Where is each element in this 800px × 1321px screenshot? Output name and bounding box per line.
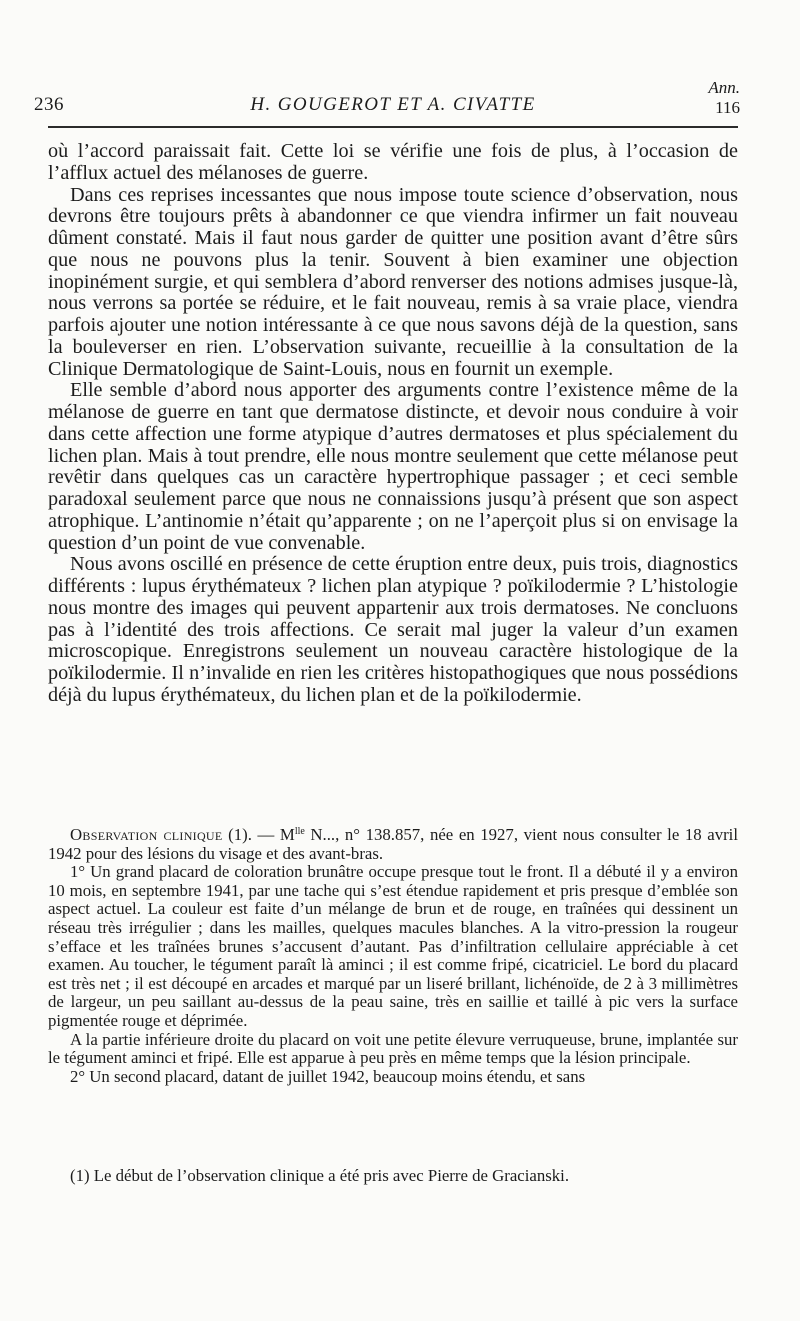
superscript: lle	[294, 826, 305, 837]
footnote-ref: (1).	[228, 825, 252, 844]
observation-heading: Observation clinique	[70, 825, 223, 844]
main-text	[48, 141, 738, 707]
observation-text: N..., n° 138.857, née en 1927, vient nous consulter le 18 avril 1942 pour des lésions du visage et des avant-bras.	[48, 825, 739, 863]
observation-paragraph: 2° Un second placard, datant de juillet 1942, beaucoup moins étendu, et sans	[70, 1066, 586, 1086]
page-number: 236	[34, 94, 64, 115]
observation-intro	[48, 826, 738, 863]
footnote: (1) Le début de l’observation clinique a été pris avec Pierre de Gracianski.	[70, 1166, 570, 1185]
journal-reference	[708, 78, 740, 118]
observation-paragraph: 1° Un grand placard de coloration brunâtre occupe presque tout le front. Il a débuté il y a environ 10 mois, en septembre 1941, par une tache qui s’est étendue rapidement et pris presque d’emblée son aspect actuel. La couleur est faite d’un mélange de brun et de rouge, en traînées qui dessinent un réseau très irrégulier ; dans les mailles, quelques macules blanches. A la vitro-pression la rougeur s’efface et les traînées brunes s’accusent d’autant. Pas d’infiltration cellulaire appréciable à cet examen. Au toucher, le tégument paraît là aminci ; il est comme fripé, cicatriciel. Le bord du placard est très net ; il est découpé en arcades et marqué par un liseré brillant, lichénoïde, de 2 à 3 millimètres de largeur, un peu saillant au-dessus de la peau saine, très en saillie et taillé à pic vers la surface pigmentée rouge et déprimée.	[48, 862, 738, 1030]
header-rule	[48, 126, 738, 128]
running-header	[34, 78, 740, 120]
journal-abbrev: Ann.	[708, 78, 740, 97]
observation-paragraph: A la partie inférieure droite du placard on voit une petite élevure verruqueuse, brune, implantée sur le tégument aminci et fripé. Elle est apparue à peu près en même temps que la lésion principale.	[48, 1029, 738, 1068]
clinical-observation	[48, 826, 738, 1086]
observation-text: — M	[251, 825, 295, 844]
paragraph: Nous avons oscillé en présence de cette éruption entre deux, puis trois, diagnostics différents : lupus érythémateux ? lichen plan atypique ? poïkilodermie ? L’histologie nous montre des images qui peuvent appartenir aux trois dermatoses. Ne concluons pas à l’identité des trois affections. Ce serait mal juger la valeur d’un examen microscopique. Enregistrons seulement un nouveau caractère histologique de la poïkilodermie. Il n’invalide en rien les critères histopathogiques que nous possédions déjà du lupus érythémateux, du lichen plan et de la poïkilodermie.	[48, 553, 738, 706]
paragraph: Elle semble d’abord nous apporter des arguments contre l’existence même de la mélanose de guerre en tant que dermatose distincte, et devoir nous conduire à voir dans cette affection une forme atypique d’autres dermatoses et plus spécialement du lichen plan. Mais à tout prendre, elle nous montre seulement que cette mélanose peut revêtir dans quelques cas un caractère hypertrophique passager ; et ceci semble paradoxal seulement parce que nous ne connaissions jusqu’à présent que son aspect atrophique. L’antinomie n’était qu’apparente ; on ne l’aperçoit plus si on envisage la question d’un point de vue convenable.	[48, 379, 738, 554]
running-title: H. GOUGEROT ET A. CIVATTE	[250, 94, 536, 115]
paragraph: où l’accord paraissait fait. Cette loi se vérifie une fois de plus, à l’occasion de l’afflux actuel des mélanoses de guerre.	[48, 140, 738, 184]
journal-number: 116	[715, 98, 740, 117]
paragraph: Dans ces reprises incessantes que nous impose toute science d’observation, nous devrons être toujours prêts à abandonner ce que viendra infirmer un fait nouveau dûment constaté. Mais il faut nous garder de quitter une position avant d’être sûrs que nous ne pouvons plus la tenir. Souvent à bien examiner une objection inopinément surgie, et qui semblera d’abord renverser des notions admises jusque-là, nous verrons sa portée se réduire, et le fait nouveau, remis à sa vraie place, viendra parfois ajouter une notion intéressante à ce que nous savons déjà de la question, sans la bouleverser en rien. L’observation suivante, recueillie à la consultation de la Clinique Dermatologique de Saint-Louis, nous en fournit un exemple.	[48, 183, 738, 380]
